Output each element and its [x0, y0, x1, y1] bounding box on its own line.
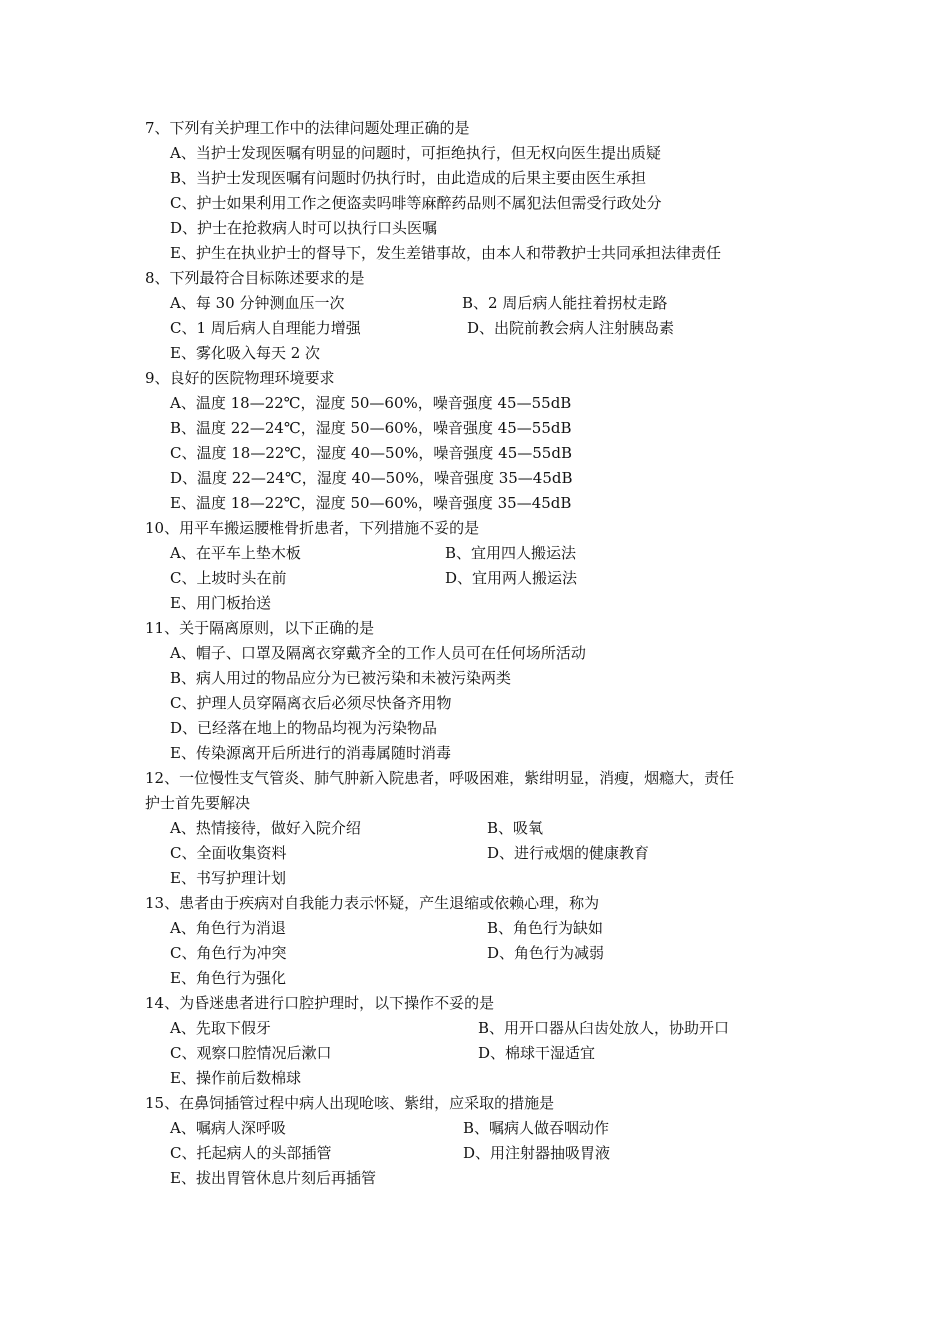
question-8-option-a: A、每 30 分钟测血压一次 — [170, 294, 345, 312]
question-15-option-a: A、嘱病人深呼吸 — [170, 1119, 286, 1137]
question-10-option-c: C、上坡时头在前 — [170, 569, 287, 587]
question-13-option-a: A、角色行为消退 — [170, 919, 286, 937]
question-11-option-e: E、传染源离开后所进行的消毒属随时消毒 — [170, 744, 451, 762]
question-8-option-d: D、出院前教会病人注射胰岛素 — [467, 319, 675, 337]
question-15-option-b: B、嘱病人做吞咽动作 — [463, 1119, 610, 1137]
question-10-option-b: B、宜用四人搬运法 — [445, 544, 577, 562]
question-13-option-d: D、角色行为减弱 — [487, 944, 605, 962]
question-12-stem: 12、一位慢性支气管炎、肺气肿新入院患者，呼吸困难，紫绀明显，消瘦，烟瘾大，责任 — [145, 769, 735, 787]
question-12-option-d: D、进行戒烟的健康教育 — [487, 844, 650, 862]
question-12-option-b: B、吸氧 — [487, 819, 544, 837]
question-13-option-c: C、角色行为冲突 — [170, 944, 287, 962]
question-14-option-e: E、操作前后数棉球 — [170, 1069, 301, 1087]
question-15-option-d: D、用注射器抽吸胃液 — [463, 1144, 611, 1162]
question-9-option-e: E、温度 18—22℃，湿度 50—60%，噪音强度 35—45dB — [170, 494, 572, 512]
question-14-option-a: A、先取下假牙 — [170, 1019, 271, 1037]
question-11-option-d: D、已经落在地上的物品均视为污染物品 — [170, 719, 438, 737]
question-8-stem: 8、下列最符合目标陈述要求的是 — [145, 269, 365, 287]
question-14-option-b: B、用开口器从臼齿处放人，协助开口 — [478, 1019, 730, 1037]
question-15-option-e: E、拔出胃管休息片刻后再插管 — [170, 1169, 376, 1187]
question-9-option-b: B、温度 22—24℃，湿度 50—60%，噪音强度 45—55dB — [170, 419, 572, 437]
question-10-option-d: D、宜用两人搬运法 — [445, 569, 578, 587]
question-11-option-b: B、病人用过的物品应分为已被污染和未被污染两类 — [170, 669, 512, 687]
question-7-option-a: A、当护士发现医嘱有明显的问题时，可拒绝执行，但无权向医生提出质疑 — [170, 144, 661, 162]
question-15-stem: 15、在鼻饲插管过程中病人出现呛咳、紫绀，应采取的措施是 — [145, 1094, 555, 1112]
question-12-option-a: A、热情接待，做好入院介绍 — [170, 819, 361, 837]
question-9-stem: 9、良好的医院物理环境要求 — [145, 369, 335, 387]
question-13-option-b: B、角色行为缺如 — [487, 919, 604, 937]
question-11-option-c: C、护理人员穿隔离衣后必须尽快备齐用物 — [170, 694, 452, 712]
question-7-option-b: B、当护士发现医嘱有问题时仍执行时，由此造成的后果主要由医生承担 — [170, 169, 647, 187]
question-7-stem: 7、下列有关护理工作中的法律问题处理正确的是 — [145, 119, 470, 137]
question-11-option-a: A、帽子、口罩及隔离衣穿戴齐全的工作人员可在任何场所活动 — [170, 644, 586, 662]
question-14-stem: 14、为昏迷患者进行口腔护理时，以下操作不妥的是 — [145, 994, 495, 1012]
question-10-option-a: A、在平车上垫木板 — [170, 544, 301, 562]
question-12-stem-continued: 护士首先要解决 — [145, 794, 251, 812]
question-7-option-c: C、护士如果利用工作之便盗卖吗啡等麻醉药品则不属犯法但需受行政处分 — [170, 194, 662, 212]
question-7-option-e: E、护生在执业护士的督导下，发生差错事故，由本人和带教护士共同承担法律责任 — [170, 244, 721, 262]
question-12-option-e: E、书写护理计划 — [170, 869, 286, 887]
question-8-option-c: C、1 周后病人自理能力增强 — [170, 319, 361, 337]
question-10-option-e: E、用门板抬送 — [170, 594, 271, 612]
question-11-stem: 11、关于隔离原则，以下正确的是 — [145, 619, 375, 637]
question-8-option-e: E、雾化吸入每天 2 次 — [170, 344, 321, 362]
question-12-option-c: C、全面收集资料 — [170, 844, 287, 862]
question-9-option-a: A、温度 18—22℃，湿度 50—60%，噪音强度 45—55dB — [170, 394, 572, 412]
question-7-option-d: D、护士在抢救病人时可以执行口头医嘱 — [170, 219, 438, 237]
question-9-option-d: D、温度 22—24℃，湿度 40—50%，噪音强度 35—45dB — [170, 469, 573, 487]
question-14-option-c: C、观察口腔情况后漱口 — [170, 1044, 332, 1062]
question-10-stem: 10、用平车搬运腰椎骨折患者，下列措施不妥的是 — [145, 519, 480, 537]
question-13-option-e: E、角色行为强化 — [170, 969, 286, 987]
question-15-option-c: C、托起病人的头部插管 — [170, 1144, 332, 1162]
question-13-stem: 13、患者由于疾病对自我能力表示怀疑，产生退缩或依赖心理，称为 — [145, 894, 600, 912]
question-14-option-d: D、棉球干湿适宜 — [478, 1044, 596, 1062]
question-8-option-b: B、2 周后病人能拄着拐杖走路 — [462, 294, 668, 312]
question-9-option-c: C、温度 18—22℃，湿度 40—50%，噪音强度 45—55dB — [170, 444, 572, 462]
